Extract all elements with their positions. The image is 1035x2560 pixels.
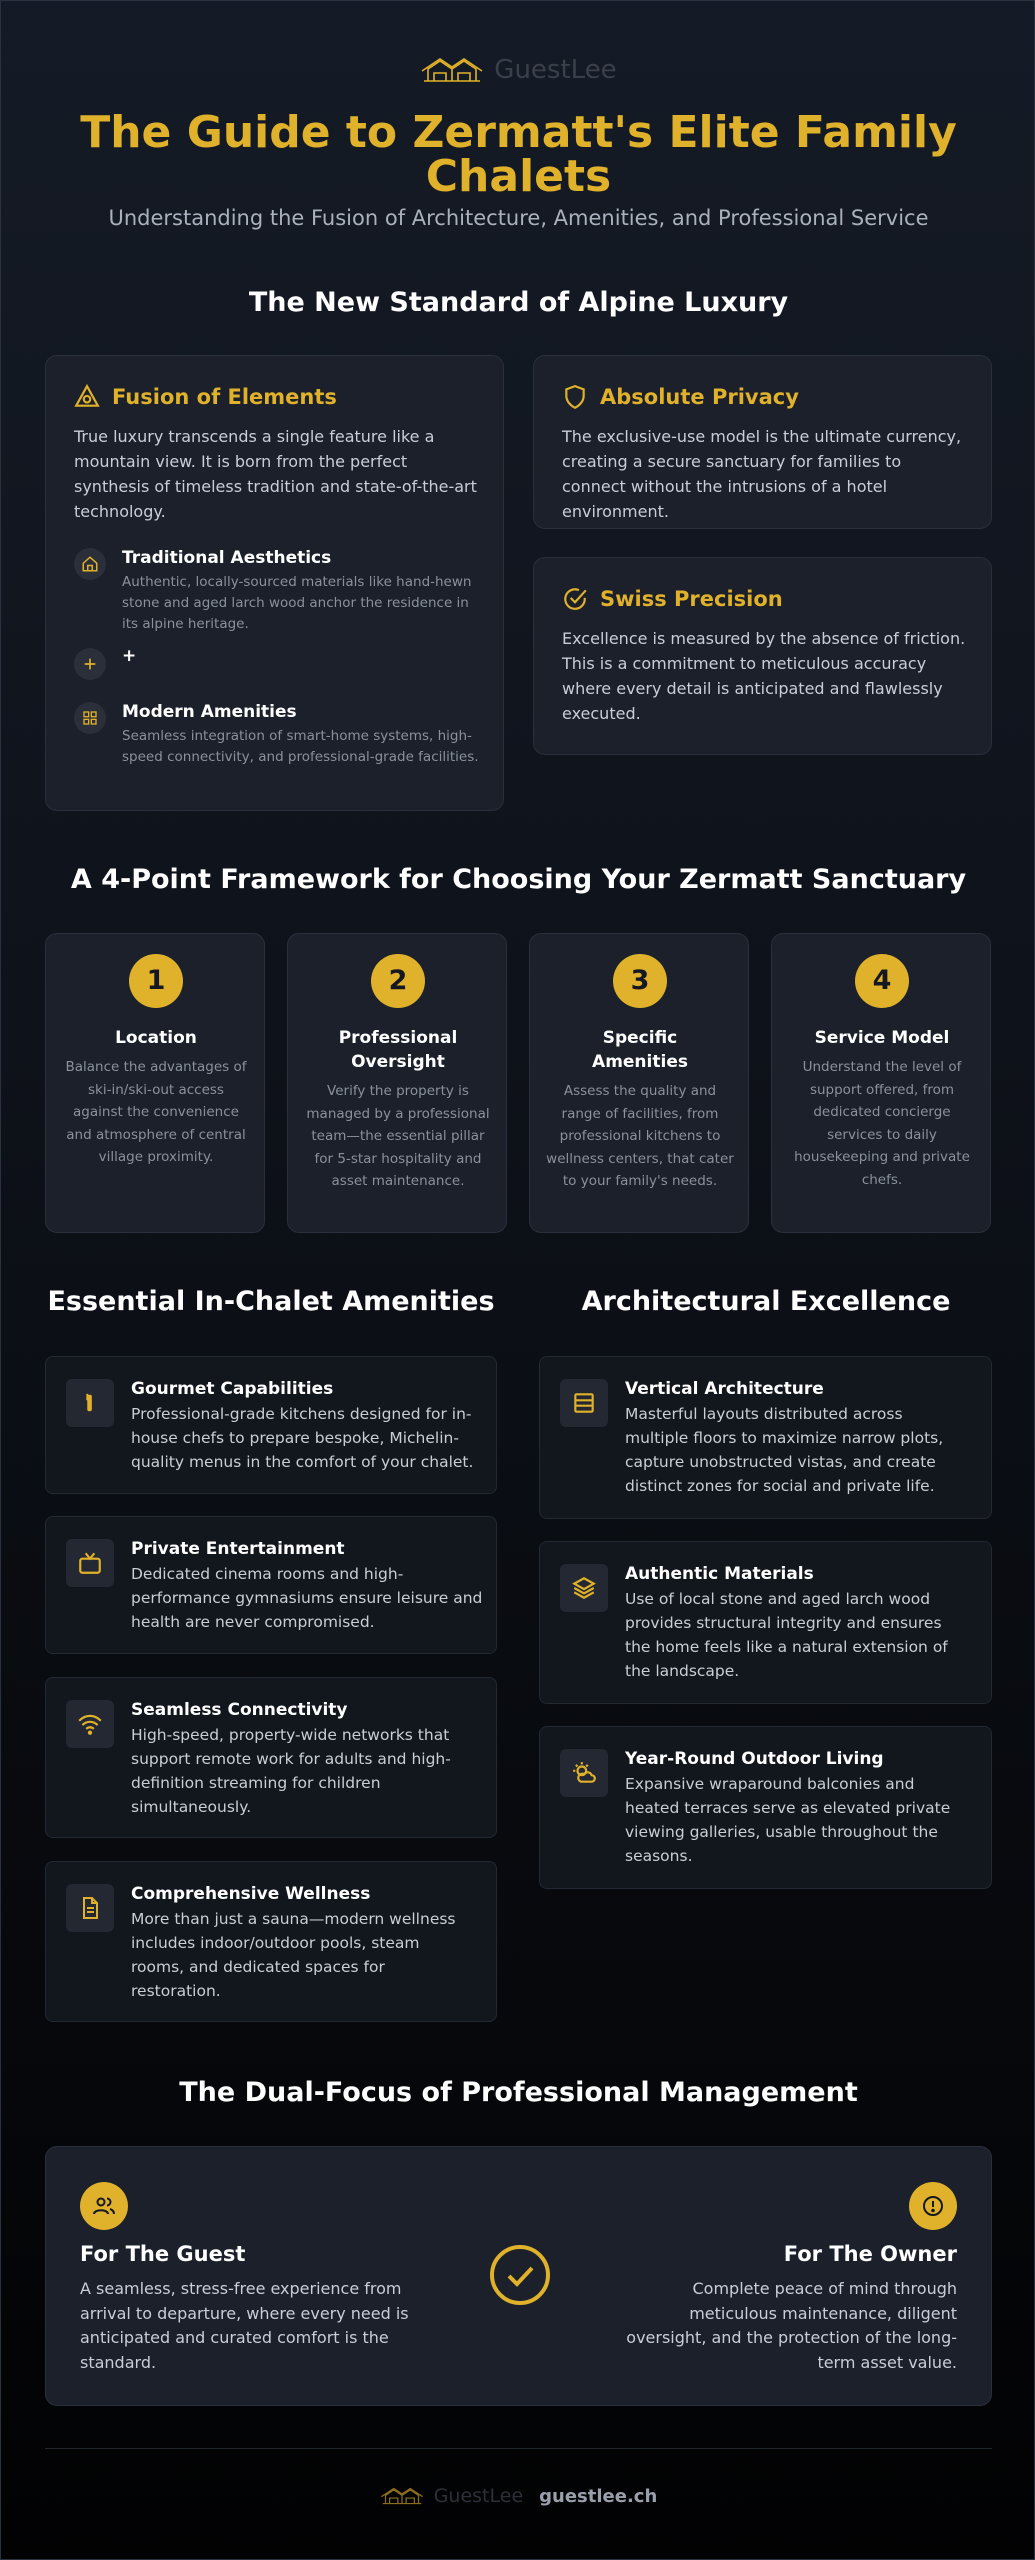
layers-list-icon <box>560 1379 608 1427</box>
amenity-text: More than just a sauna—modern wellness includes indoor/outdoor pools, steam rooms, and dedicated spaces for restoration. <box>131 1910 456 2000</box>
fusion-title-row <box>74 384 337 410</box>
management-card <box>45 2146 992 2406</box>
amenity-title: Seamless Connectivity <box>131 1700 348 1720</box>
step-text: Verify the property is managed by a professional team—the essential pillar for 5-star hospitality and asset maintenance. <box>306 1083 490 1189</box>
privacy-title-row <box>562 384 799 410</box>
precision-title-row <box>562 586 783 612</box>
check-circle-icon <box>562 586 588 612</box>
footer-brand: GuestLee <box>433 2485 524 2507</box>
brand-header <box>1 55 1035 85</box>
privacy-text: The exclusive-use model is the ultimate currency, creating a secure sanctuary for families to connect without the intrusions of a hotel environment. <box>562 427 962 521</box>
utensil-icon <box>66 1379 114 1427</box>
arch-materials <box>539 1541 992 1704</box>
precision-title: Swiss Precision <box>600 587 783 611</box>
page-title: The Guide to Zermatt's Elite Family Chalets <box>80 107 957 202</box>
wifi-icon <box>66 1700 114 1748</box>
home-icon <box>74 548 106 580</box>
arch-title: Authentic Materials <box>625 1564 814 1584</box>
footer-url-link[interactable]: guestlee.ch <box>539 2485 658 2507</box>
amenity-gourmet <box>45 1356 497 1494</box>
page-subtitle: Understanding the Fusion of Architecture, Amenities, and Professional Service <box>108 206 929 230</box>
step-title: Professional Oversight <box>338 1028 458 1072</box>
step-number: 3 <box>613 954 667 1008</box>
amenities-heading: Essential In-Chalet Amenities <box>47 1286 495 1317</box>
step-title: Location <box>115 1028 197 1048</box>
privacy-title: Absolute Privacy <box>600 385 799 409</box>
document-icon <box>66 1884 114 1932</box>
chalet-logo-icon <box>380 2485 424 2507</box>
stack-icon <box>560 1564 608 1612</box>
step-text: Assess the quality and range of facilities, from professional kitchens to wellness centers, that cater to your family's needs. <box>546 1083 734 1189</box>
amenity-text: High-speed, property-wide networks that support remote work for adults and high-definition streaming for children simultaneously. <box>131 1726 451 1816</box>
tv-icon <box>66 1539 114 1587</box>
users-icon <box>80 2182 128 2230</box>
owner-text: Complete peace of mind through meticulous maintenance, diligent oversight, and the protection of the long-term asset value. <box>626 2279 957 2372</box>
fusion-item-modern <box>74 702 494 782</box>
step-number: 4 <box>855 954 909 1008</box>
framework-card-1 <box>45 933 265 1233</box>
arch-text: Use of local stone and aged larch wood provides structural integrity and ensures the home feels like a natural extension of the landscape. <box>625 1590 948 1680</box>
shield-icon <box>562 384 588 410</box>
guest-text: A seamless, stress-free experience from arrival to departure, where every need is anticipated and curated comfort is the standard. <box>80 2279 409 2372</box>
amenity-title: Gourmet Capabilities <box>131 1379 334 1399</box>
amenity-text: Professional-grade kitchens designed for in-house chefs to prepare bespoke, Michelin-quality menus in the comfort of your chalet. <box>131 1405 474 1471</box>
fusion-text: True luxury transcends a single feature like a mountain view. It is born from the perfect synthesis of timeless tradition and state-of-the-art technology. <box>74 427 477 521</box>
step-number: 1 <box>129 954 183 1008</box>
chalet-logo-icon <box>420 55 484 85</box>
brand-name: GuestLee <box>494 55 617 85</box>
compass-icon <box>74 384 100 410</box>
framework-card-3 <box>529 933 749 1233</box>
fusion-item-title: Traditional Aesthetics <box>122 548 332 568</box>
arch-text: Expansive wraparound balconies and heated terraces serve as elevated private viewing galleries, usable throughout the seasons. <box>625 1775 951 1865</box>
arch-text: Masterful layouts distributed across multiple floors to maximize narrow plots, capture unobstructed vistas, and create distinct zones for social and private life. <box>625 1405 944 1495</box>
footer-divider <box>45 2448 992 2449</box>
step-text: Understand the level of support offered, from dedicated concierge services to daily housekeeping and private chefs. <box>794 1059 970 1188</box>
plus-icon <box>74 648 106 680</box>
footer <box>1 2485 1035 2507</box>
step-text: Balance the advantages of ski-in/ski-out access against the convenience and atmosphere of central village proximity. <box>65 1059 247 1165</box>
precision-text: Excellence is measured by the absence of friction. This is a commitment to meticulous accuracy where every detail is anticipated and flawlessly executed. <box>562 629 966 723</box>
amenity-title: Private Entertainment <box>131 1539 345 1559</box>
fusion-item-plus <box>74 648 494 682</box>
step-title: Service Model <box>814 1028 950 1048</box>
arch-outdoor <box>539 1726 992 1889</box>
arch-title: Year-Round Outdoor Living <box>625 1749 884 1769</box>
arch-title: Vertical Architecture <box>625 1379 824 1399</box>
sun-cloud-icon <box>560 1749 608 1797</box>
amenity-wellness <box>45 1861 497 2022</box>
step-title: Specific Amenities <box>592 1028 688 1072</box>
precision-card <box>533 557 992 755</box>
framework-card-4 <box>771 933 991 1233</box>
framework-heading: A 4-Point Framework for Choosing Your Zermatt Sanctuary <box>70 864 967 895</box>
management-heading: The Dual-Focus of Professional Management <box>179 2077 858 2108</box>
owner-title: For The Owner <box>783 2242 957 2266</box>
architecture-heading: Architectural Excellence <box>581 1286 951 1317</box>
amenity-text: Dedicated cinema rooms and high-performance gymnasiums ensure leisure and health are never compromised. <box>131 1565 483 1631</box>
amenity-connectivity <box>45 1677 497 1838</box>
fusion-item-text: Seamless integration of smart-home systems, high-speed connectivity, and professional-grade facilities. <box>122 728 479 765</box>
step-number: 2 <box>371 954 425 1008</box>
privacy-card <box>533 355 992 529</box>
fusion-card <box>45 355 504 811</box>
amenity-entertainment <box>45 1516 497 1654</box>
guest-title: For The Guest <box>80 2242 246 2266</box>
amenity-title: Comprehensive Wellness <box>131 1884 371 1904</box>
alert-circle-icon <box>909 2182 957 2230</box>
plus-label: + <box>122 646 137 666</box>
fusion-title: Fusion of Elements <box>112 385 337 409</box>
grid-icon <box>74 702 106 734</box>
check-circle-center-icon <box>488 2243 552 2307</box>
infographic-page <box>1 1 1035 2560</box>
arch-vertical <box>539 1356 992 1519</box>
framework-card-2 <box>287 933 507 1233</box>
fusion-item-title: Modern Amenities <box>122 702 297 722</box>
fusion-item-text: Authentic, locally-sourced materials like hand-hewn stone and aged larch wood anchor the residence in its alpine heritage. <box>122 574 472 632</box>
fusion-item-traditional <box>74 548 494 632</box>
standard-heading: The New Standard of Alpine Luxury <box>248 287 789 318</box>
